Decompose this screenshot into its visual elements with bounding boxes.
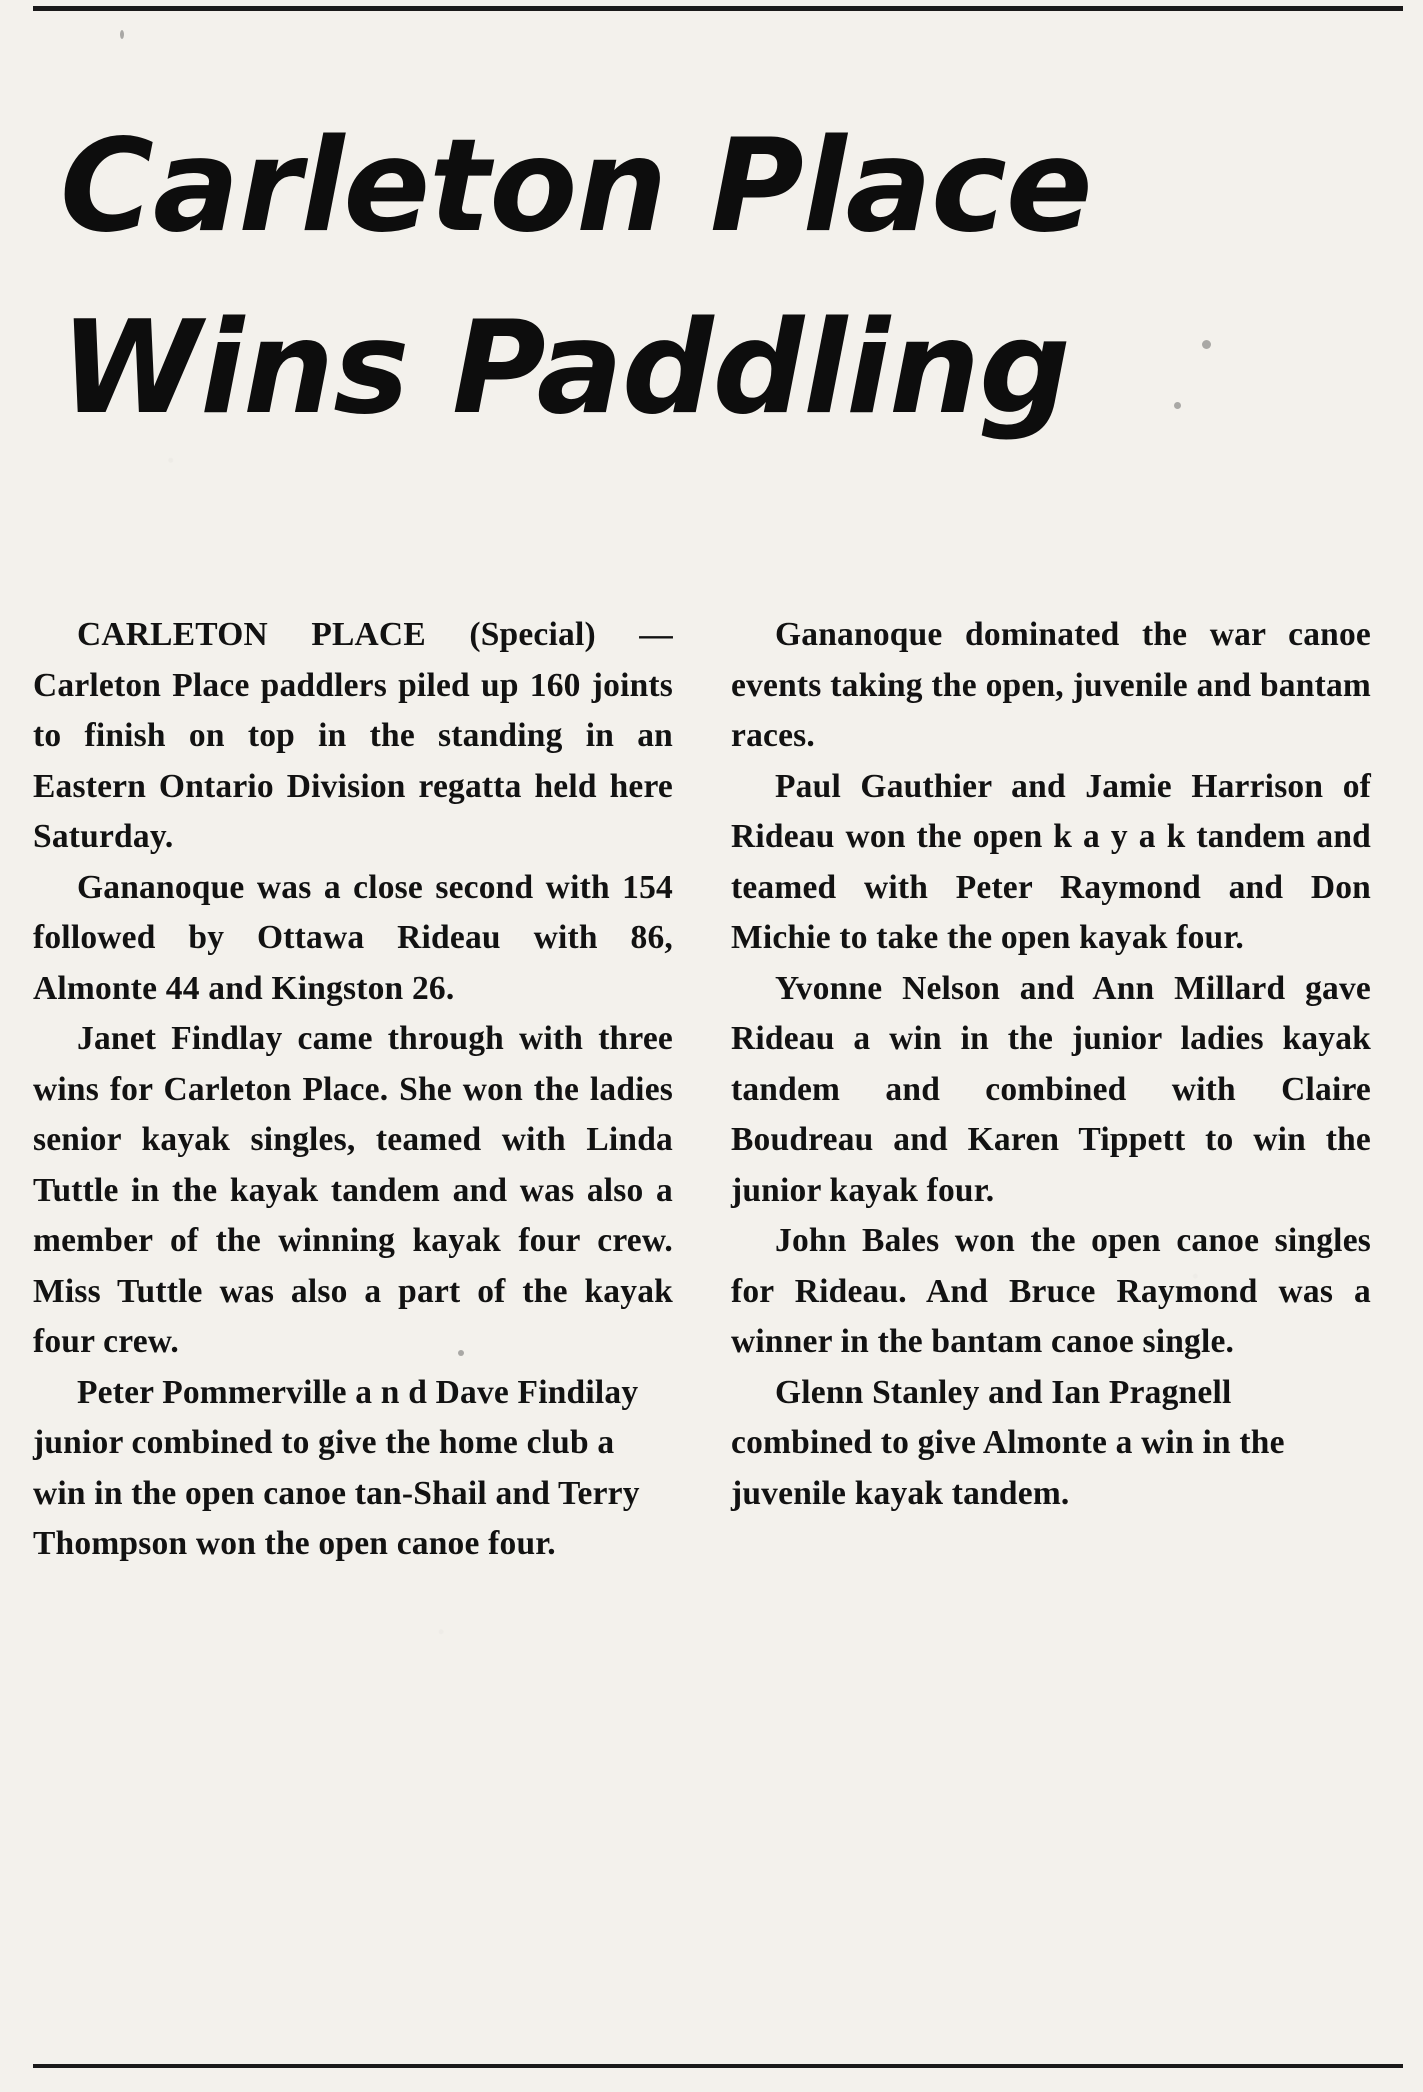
article-column-right bbox=[731, 610, 1371, 1570]
paragraph: Peter Pommerville a n d Dave Findilay junior combined to give the home club a win in the open canoe tan-Shail and Terry Thompson won the open canoe four. bbox=[33, 1373, 640, 1562]
paragraph: CARLETON PLACE (Special) — Carleton Place paddlers piled up 160 joints to finish on top in the standing in an Eastern Ontario Division regatta held here Saturday. bbox=[33, 616, 673, 855]
paper-speck bbox=[1174, 402, 1181, 409]
paragraph: Glenn Stanley and Ian Pragnell combined to give Almonte a win in the juvenile kayak tandem. bbox=[731, 1373, 1285, 1512]
headline-line-2: Wins Paddling bbox=[60, 293, 1070, 443]
paragraph: Yvonne Nelson and Ann Millard gave Rideau a win in the junior ladies kayak tandem and combined with Claire Boudreau and Karen Tippett to win the junior kayak four. bbox=[731, 969, 1371, 1209]
top-rule bbox=[33, 6, 1403, 11]
paper-speck bbox=[458, 1350, 464, 1356]
headline-line-1: Carleton Place bbox=[60, 112, 1092, 261]
paragraph: Janet Findlay came through with three wins for Carleton Place. She won the ladies senior kayak singles, teamed with Linda Tuttle in the kayak tandem and was also a member of the winning kayak four crew. Miss Tuttle was also a part of the kayak four crew. bbox=[33, 1020, 673, 1360]
paragraph: Gananoque dominated the war canoe events taking the open, juvenile and bantam races. bbox=[731, 616, 1371, 754]
paragraph: Paul Gauthier and Jamie Harrison of Rideau won the open k a y a k tandem and teamed with Peter Raymond and Don Michie to take the open kayak four. bbox=[731, 767, 1371, 956]
paragraph: John Bales won the open canoe singles for Rideau. And Bruce Raymond was a winner in the bantam canoe single. bbox=[731, 1222, 1371, 1360]
article-column-left bbox=[33, 610, 673, 1570]
paper-speck bbox=[1202, 340, 1211, 349]
bottom-rule bbox=[33, 2064, 1403, 2068]
article-body bbox=[33, 610, 1393, 1570]
paper-speck bbox=[120, 30, 124, 39]
page-title bbox=[60, 96, 1380, 460]
paragraph: Gananoque was a close second with 154 followed by Ottawa Rideau with 86, Almonte 44 and Kingston 26. bbox=[33, 868, 673, 1007]
